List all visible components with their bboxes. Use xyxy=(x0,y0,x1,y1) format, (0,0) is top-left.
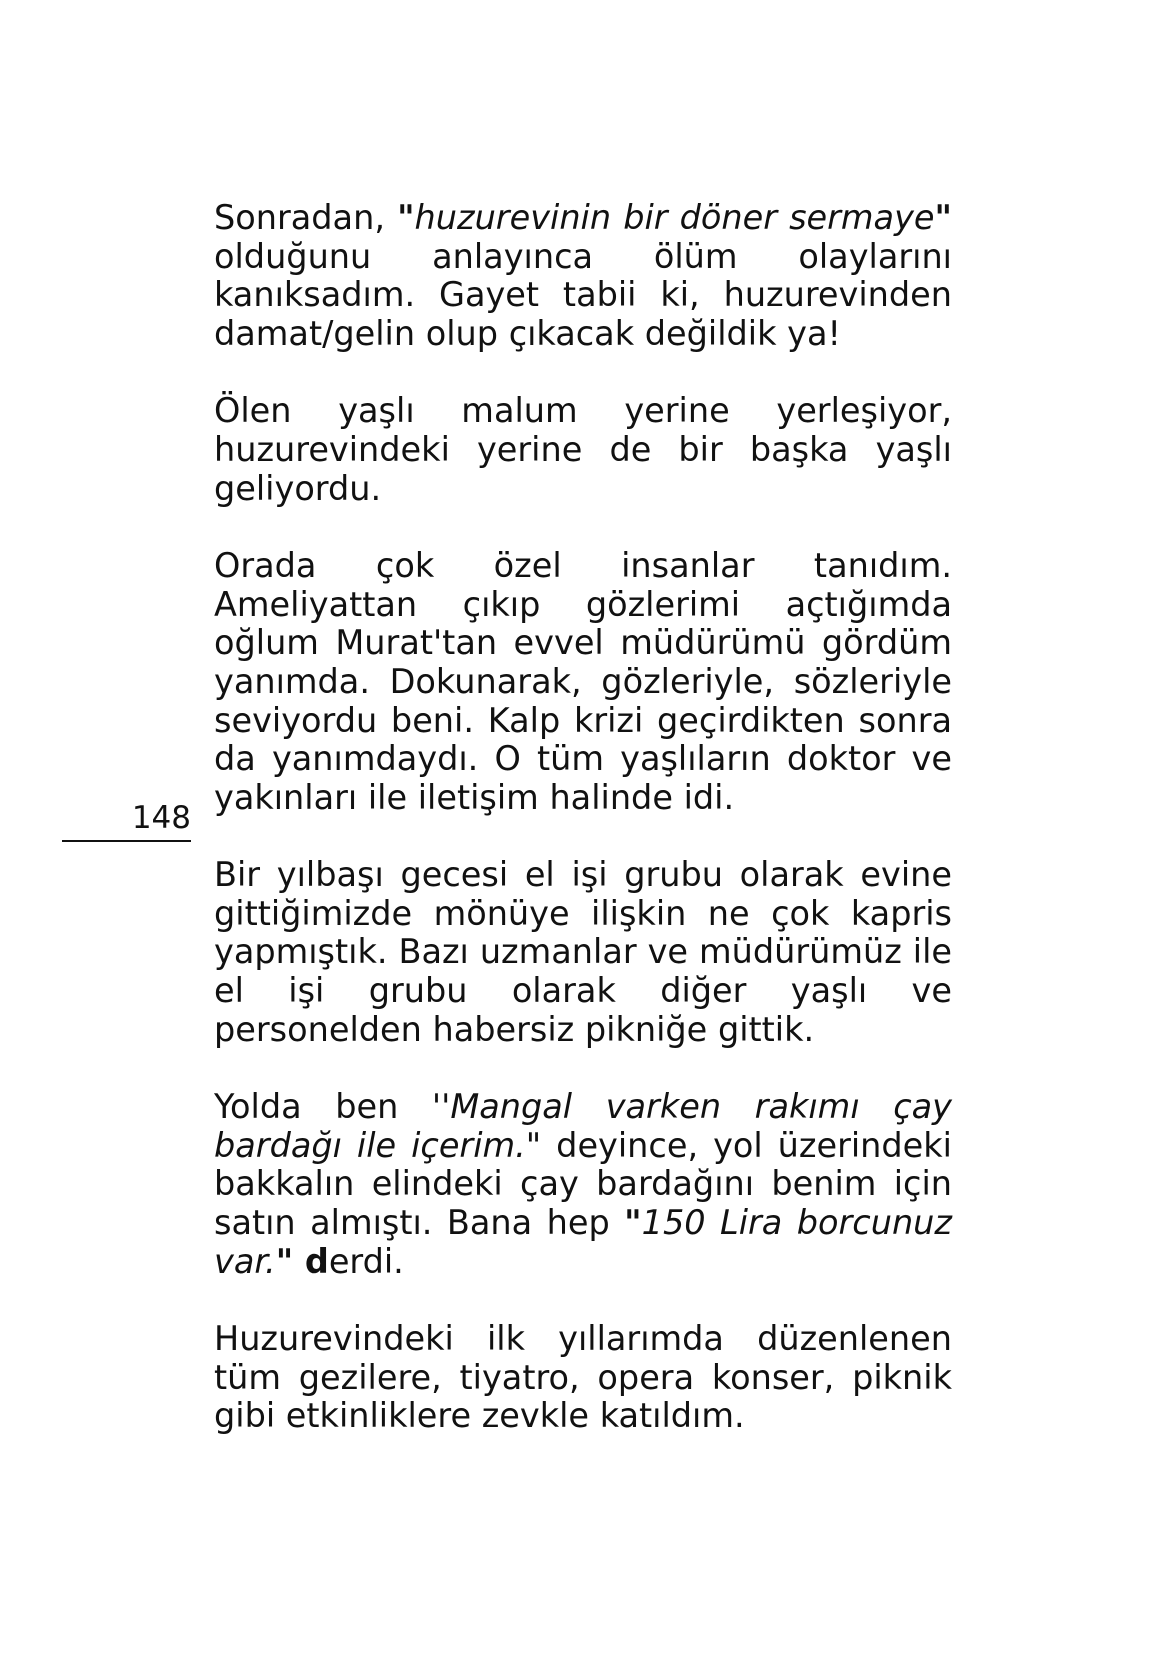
text-line xyxy=(214,779,952,818)
text-line xyxy=(214,1359,952,1398)
text-line xyxy=(214,431,952,470)
text-segment: gittiğimizde mönüye ilişkin ne çok kapris xyxy=(214,893,952,933)
page-number: 148 xyxy=(131,800,191,836)
text-line xyxy=(214,1204,952,1243)
text-line xyxy=(214,856,952,895)
bold-text: " xyxy=(934,198,952,237)
text-line xyxy=(214,1397,952,1436)
paragraph xyxy=(214,199,952,354)
text-line xyxy=(214,1127,952,1166)
text-segment: yanımda. Dokunarak, gözleriyle, sözleriyle xyxy=(214,661,952,701)
text-segment: Ameliyattan çıkıp gözlerimi açtığımda xyxy=(214,584,952,624)
text-line xyxy=(214,895,952,934)
text-line xyxy=(214,238,952,277)
text-segment: el işi grubu olarak diğer yaşlı ve xyxy=(214,971,952,1011)
text-segment: " deyince, yol üzerindeki xyxy=(525,1125,952,1165)
text-line xyxy=(214,315,952,354)
text-segment: yapmıştık. Bazı uzmanlar ve müdürümüz ile xyxy=(214,932,952,972)
text-line xyxy=(214,740,952,779)
paragraph xyxy=(214,392,952,508)
text-segment: geliyordu. xyxy=(214,468,382,508)
bold-text: " xyxy=(397,198,415,237)
text-segment: erdi. xyxy=(328,1241,404,1281)
bold-text: " xyxy=(624,1203,642,1243)
italic-text: 150 Lira borcunuz xyxy=(641,1203,952,1243)
text-line xyxy=(214,1088,952,1127)
text-segment: oğlum Murat'tan evvel müdürümü gördüm xyxy=(214,623,952,663)
body-text xyxy=(214,199,952,1475)
text-line xyxy=(214,933,952,972)
bold-text: " d xyxy=(275,1241,329,1281)
text-segment: Huzurevindeki ilk yıllarımda düzenlenen xyxy=(214,1319,952,1359)
text-line xyxy=(214,663,952,702)
text-line xyxy=(214,586,952,625)
italic-text: Mangal varken rakımı çay xyxy=(450,1087,952,1127)
text-segment: personelden habersiz pikniğe gittik. xyxy=(214,1009,815,1049)
text-segment: bakkalın elindeki çay bardağını benim için xyxy=(214,1164,952,1204)
text-segment: Yolda ben '' xyxy=(214,1087,451,1127)
text-segment: da yanımdaydı. O tüm yaşlıların doktor ve xyxy=(214,739,952,779)
text-line xyxy=(214,1243,952,1282)
text-line xyxy=(214,1011,952,1050)
text-segment: yakınları ile iletişim halinde idi. xyxy=(214,777,735,817)
text-line xyxy=(214,702,952,741)
text-line xyxy=(214,1165,952,1204)
text-segment: olduğunu anlayınca ölüm olaylarını xyxy=(214,236,952,276)
text-segment: Bir yılbaşı gecesi el işi grubu olarak evine xyxy=(214,855,952,895)
paragraph xyxy=(214,856,952,1049)
italic-text: huzurevinin bir döner sermaye xyxy=(414,198,935,237)
paragraph xyxy=(214,1088,952,1281)
text-segment: Orada çok özel insanlar tanıdım. xyxy=(214,545,952,585)
text-segment: Sonradan, xyxy=(214,198,398,237)
text-segment: satın almıştı. Bana hep xyxy=(214,1203,625,1243)
text-line xyxy=(214,392,952,431)
text-line xyxy=(214,624,952,663)
text-line xyxy=(214,276,952,315)
paragraph xyxy=(214,547,952,818)
text-segment: tüm gezilere, tiyatro, opera konser, piknik xyxy=(214,1357,952,1397)
page-number-rule xyxy=(62,840,191,842)
text-segment: huzurevindeki yerine de bir başka yaşlı xyxy=(214,429,952,469)
text-segment: kanıksadım. Gayet tabii ki, huzurevinden xyxy=(214,275,952,315)
italic-text: var. xyxy=(214,1241,276,1281)
text-segment: seviyordu beni. Kalp krizi geçirdikten sonra xyxy=(214,700,952,740)
paragraph xyxy=(214,1320,952,1436)
text-line xyxy=(214,547,952,586)
text-segment: damat/gelin olup çıkacak değildik ya! xyxy=(214,313,841,353)
text-line xyxy=(214,972,952,1011)
text-line xyxy=(214,470,952,509)
italic-text: bardağı ile içerim. xyxy=(214,1125,526,1165)
text-segment: gibi etkinliklere zevkle katıldım. xyxy=(214,1396,745,1436)
text-line xyxy=(214,199,952,238)
text-line xyxy=(214,1320,952,1359)
text-segment: Ölen yaşlı malum yerine yerleşiyor, xyxy=(214,391,952,431)
